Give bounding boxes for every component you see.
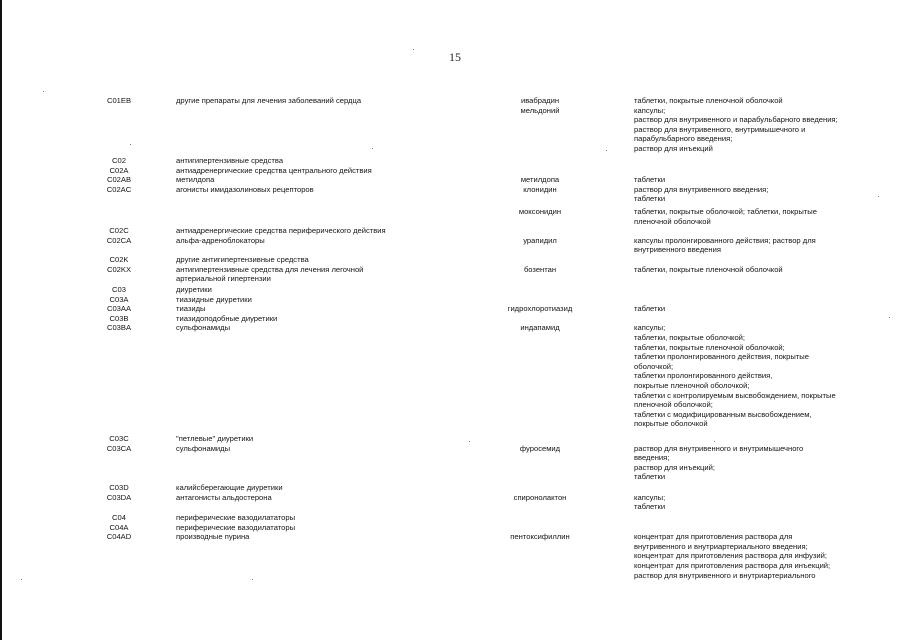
atc-code-cell: C03 C03A C03AA C03B C03BA: [106, 285, 132, 333]
drug-name-cell: спиронолактон: [513, 492, 567, 502]
group-name-cell: периферические вазодилататоры периферические вазодилататоры производные пурина: [176, 513, 296, 542]
dosage-forms-cell: таблетки, покрытые оболочкой; таблетки, покрытые пленочной оболочкой: [634, 207, 817, 226]
drug-name-cell: моксонидин: [518, 207, 562, 216]
atc-code-cell: C03C C03CA: [106, 434, 132, 453]
atc-code-cell: C02C C02CA: [106, 226, 132, 245]
group-name-cell: калийсберегающие диуретики антагонисты альдостерона: [176, 483, 283, 502]
group-name-cell: "петлевые" диуретики сульфонамиды: [176, 434, 254, 453]
drug-name-cell: пентоксифиллин: [510, 532, 570, 542]
page-number: 15: [449, 50, 461, 64]
scan-speck: [252, 579, 253, 580]
drug-name-cell: метилдопа клонидин: [520, 175, 560, 194]
dosage-forms-cell: таблетки капсулы; таблетки, покрытые оболочкой; таблетки, покрытые пленочной оболочкой; таблетки пролонгированного действия, покрытые оболочкой; таблетки пролонгированного действия, покрытые пленочной оболочкой; таблетки с контролируемым высвобождением, покрытые пленочной оболочкой; таблетки с модифицированным высвобождением, покрытые оболочкой: [634, 304, 836, 429]
atc-code-cell: C01EB: [106, 96, 132, 105]
dosage-forms-cell: таблетки, покрытые пленочной оболочкой капсулы; раствор для внутривенного и парабульбарного введения; раствор для внутривенного, внутримышечного и парабульбарного введения; раствор для инъекций: [634, 96, 838, 153]
scan-speck: [889, 317, 890, 318]
group-name-cell: другие антигипертензивные средства антигипертензивные средства для лечения легочной артериальной гипертензии: [176, 255, 364, 284]
dosage-forms-cell: таблетки раствор для внутривенного введения; таблетки: [634, 175, 769, 204]
group-name-cell: другие препараты для лечения заболеваний сердца: [176, 96, 362, 105]
drug-name-cell: бозентан: [523, 264, 557, 274]
scan-speck: [469, 441, 470, 442]
atc-code-cell: C02 C02A C02AB C02AC: [106, 156, 132, 194]
atc-code-cell: [96, 207, 142, 217]
scan-speck: [43, 91, 44, 92]
atc-code-cell: C04 C04A C04AD: [106, 513, 132, 542]
scan-speck: [714, 441, 715, 442]
group-name-cell: диуретики тиазидные диуретики тиазиды тиазидоподобные диуретики сульфонамиды: [176, 285, 278, 333]
scan-speck: [130, 144, 131, 145]
scan-speck: [878, 196, 879, 197]
scan-speck: [21, 579, 22, 580]
group-name-cell: [176, 207, 476, 217]
group-name-cell: антиадренергические средства периферического действия альфа-адреноблокаторы: [176, 226, 386, 245]
scan-speck: [372, 148, 373, 149]
scan-speck: [606, 150, 607, 151]
group-name-cell: антигипертензивные средства антиадренергические средства центрального действия метилдопа агонисты имидазолиновых рецепторов: [176, 156, 372, 194]
scan-speck: [413, 49, 414, 50]
dosage-forms-cell: раствор для внутривенного и внутримышечного введения; раствор для инъекций; таблетки: [634, 443, 804, 482]
dosage-forms-cell: концентрат для приготовления раствора для внутривенного и внутриартериального введения; концентрат для приготовления раствора для инфузий; концентрат для приготовления раствора для инъекций; раствор для внутривенного и внутриартериального: [634, 532, 831, 580]
dosage-forms-cell: таблетки, покрытые пленочной оболочкой: [634, 264, 783, 274]
atc-code-cell: C02K C02KX: [106, 255, 132, 274]
atc-code-cell: C03D C03DA: [106, 483, 132, 502]
drug-name-cell: ивабрадин мельдоний: [520, 96, 560, 115]
dosage-forms-cell: капсулы; таблетки: [634, 492, 666, 512]
drug-name-cell: урапидил: [523, 235, 557, 245]
drug-name-cell: гидрохлоротиазид индапамид: [507, 304, 573, 333]
dosage-forms-cell: капсулы пролонгированного действия; раствор для внутривенного введения: [634, 235, 816, 255]
drug-name-cell: фуросемид: [519, 443, 561, 453]
